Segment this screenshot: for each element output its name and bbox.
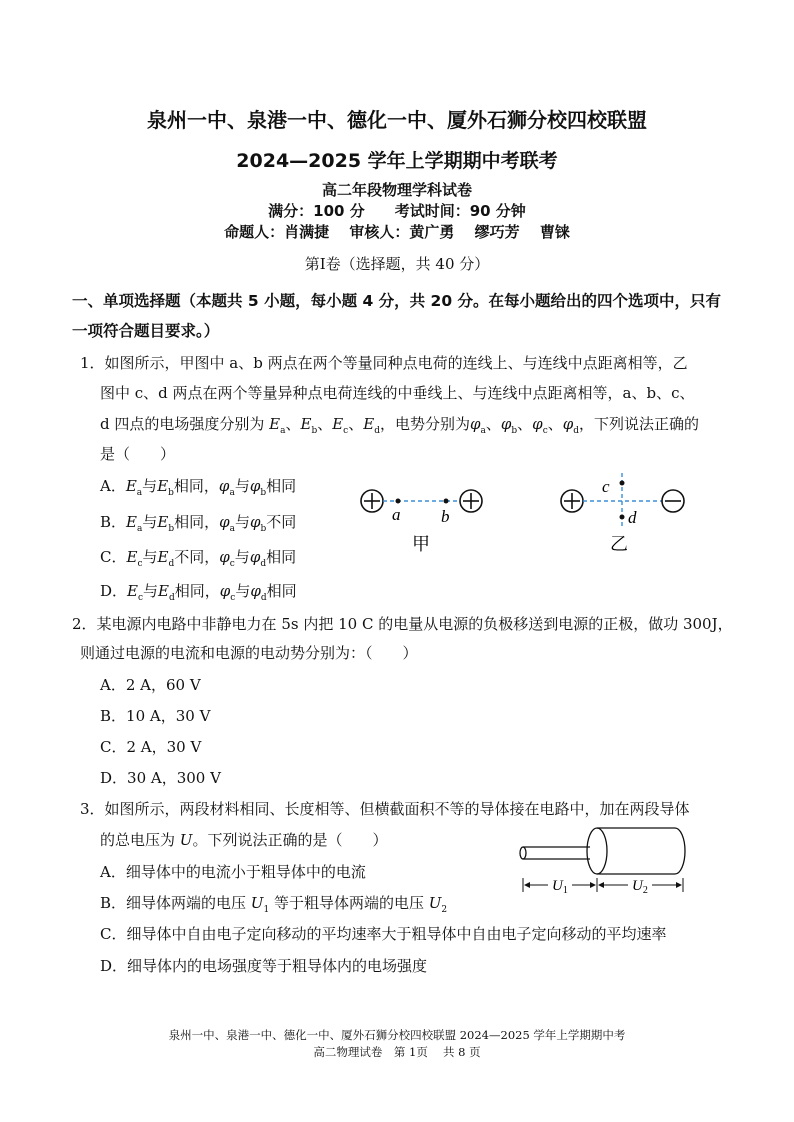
caption-jia: 甲 — [412, 534, 430, 555]
q1-option-c[interactable]: C．$E_c$与$E_d$不同，$\varphi_c$与$\varphi_d$相同 — [100, 548, 297, 569]
part1-heading: 第Ⅰ卷（选择题，共 40 分） — [304, 255, 490, 273]
exam-title-line1: 泉州一中、泉港一中、德化一中、厦外石狮分校四校联盟 — [147, 108, 647, 132]
point-c — [620, 481, 625, 486]
exam-title-line2: 2024—2025 学年上学期期中考联考 — [236, 150, 558, 172]
label-u1: $U_1$ — [552, 878, 568, 896]
q1-line4: 是（ ） — [100, 445, 176, 463]
q3-option-b[interactable]: B．细导体两端的电压 $U_1$ 等于粗导体两端的电压 $U_2$ — [100, 894, 448, 915]
q1-option-d[interactable]: D．$E_c$与$E_d$相同，$\varphi_c$与$\varphi_d$相同 — [100, 582, 297, 603]
q1-line3: d 四点的电场强度分别为 $E_a$、$E_b$、$E_c$、$E_d$，电势分别为$\varphi_a$、$\varphi_b$、$\varphi_c$、$\varphi_d$，下列说法正确的 — [100, 415, 700, 436]
label-u2: $U_2$ — [632, 878, 648, 896]
q2-line2: 则通过电源的电流和电源的电动势分别为：（ ） — [80, 644, 418, 662]
q3-conductor-figure — [515, 822, 695, 897]
q2-option-d[interactable]: D．30 A，300 V — [100, 769, 221, 787]
q3-option-a[interactable]: A．细导体中的电流小于粗导体中的电流 — [100, 863, 366, 881]
q1-option-b[interactable]: B．$E_a$与$E_b$相同，$\varphi_a$与$\varphi_b$不同 — [100, 513, 297, 534]
q2-option-a[interactable]: A．2 A，60 V — [100, 676, 201, 694]
q2-option-c[interactable]: C．2 A，30 V — [100, 738, 202, 756]
figure-yi — [561, 473, 684, 555]
q2-line1: 2．某电源内电路中非静电力在 5s 内把 10 C 的电量从电源的负极移送到电源的正极，做功 300J， — [72, 615, 733, 633]
label-c: c — [602, 477, 610, 496]
point-a — [396, 499, 401, 504]
q1-line1: 1．如图所示，甲图中 a、b 两点在两个等量同种点电荷的连线上、与连线中点距离相等，乙 — [80, 354, 688, 372]
point-b — [444, 499, 449, 504]
q3-line2: 的总电压为 U。下列说法正确的是（ ） — [100, 831, 388, 849]
exam-subtitle: 高二年段物理学科试卷 — [321, 181, 472, 199]
footer-page-info: 高二物理试卷 第 1页 共 8 页 — [313, 1045, 481, 1059]
point-d — [620, 515, 625, 520]
q1-option-a[interactable]: A．$E_a$与$E_b$相同，$\varphi_a$与$\varphi_b$相同 — [100, 477, 297, 498]
q3-option-c[interactable]: C．细导体中自由电子定向移动的平均速率大于粗导体中自由电子定向移动的平均速率 — [100, 925, 667, 943]
q1-line2: 图中 c、d 两点在两个等量异种点电荷连线的中垂线上、与连线中点距离相等，a、b、c、 — [100, 384, 695, 402]
footer-line1: 泉州一中、泉港一中、德化一中、厦外石狮分校四校联盟 2024—2025 学年上学期期中考 — [168, 1028, 626, 1042]
q1-figure — [350, 465, 700, 590]
q3-line1: 3．如图所示，两段材料相同、长度相等、但横截面积不等的导体接在电路中，加在两段导体 — [80, 800, 690, 818]
q2-option-b[interactable]: B．10 A，30 V — [100, 707, 211, 725]
label-d: d — [628, 508, 637, 527]
caption-yi: 乙 — [610, 534, 628, 555]
section1-line1: 一、单项选择题（本题共 5 小题，每小题 4 分，共 20 分。在每小题给出的四个选项中，只有 — [72, 292, 722, 310]
exam-authors: 命题人：肖满捷 审核人：黄广勇 缪巧芳 曹铼 — [224, 223, 570, 241]
q3-option-d[interactable]: D．细导体内的电场强度等于粗导体内的电场强度 — [100, 957, 428, 975]
section1-line2: 一项符合题目要求。） — [72, 322, 220, 340]
label-a: a — [392, 505, 401, 524]
score-time: 满分：100 分 考试时间：90 分钟 — [268, 202, 526, 220]
figure-jia — [361, 490, 482, 555]
label-b: b — [441, 507, 450, 526]
